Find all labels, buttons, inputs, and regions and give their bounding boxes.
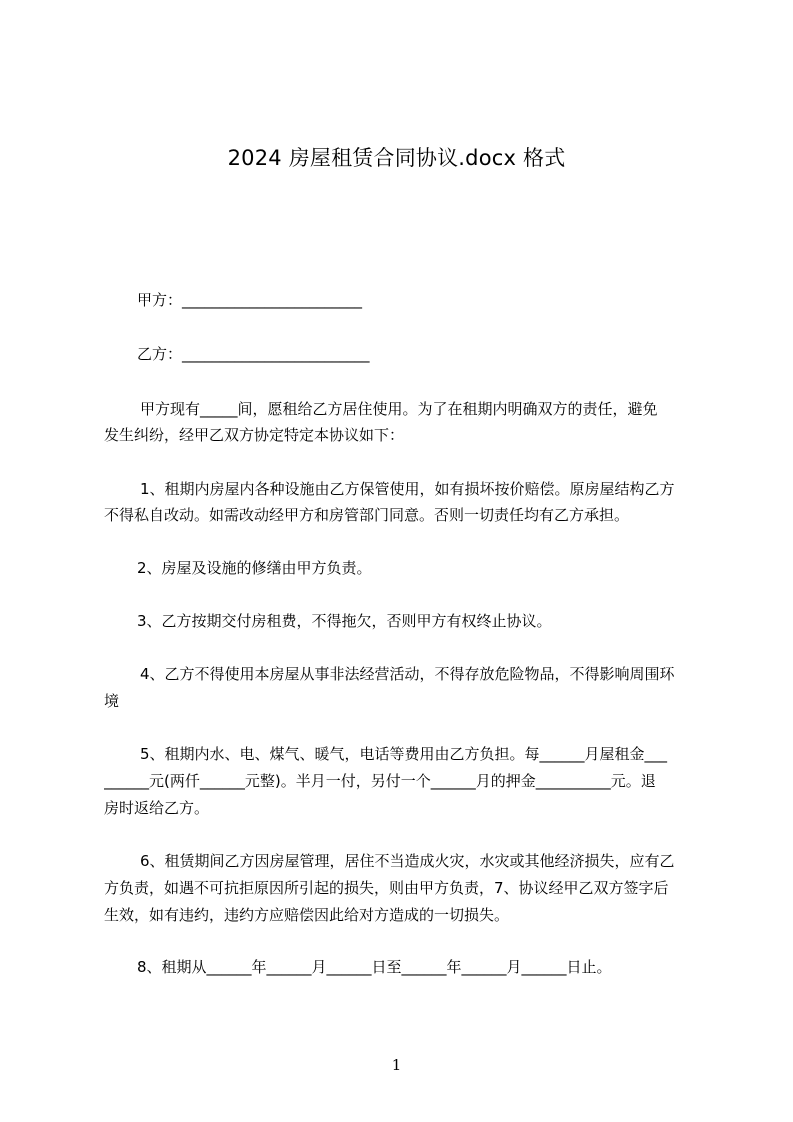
intro-paragraph-line-2: 发生纠纷，经甲乙双方协定特定本协议如下： bbox=[104, 426, 405, 444]
clause-5-line-2: ______元(两仟______元整)。半月一付，另付一个______月的押金__________元。退 bbox=[104, 772, 656, 790]
clause-4-line-1: 4、乙方不得使用本房屋从事非法经营活动，不得存放危险物品，不得影响周围环 bbox=[140, 665, 675, 683]
clause-3-line-1: 3、乙方按期交付房租费，不得拖欠，否则甲方有权终止协议。 bbox=[137, 612, 552, 630]
clause-5-line-3: 房时返给乙方。 bbox=[104, 799, 210, 817]
clause-6-line-1: 6、租赁期间乙方因房屋管理，居住不当造成火灾，水灾或其他经济损失，应有乙 bbox=[140, 852, 675, 870]
intro-paragraph-line-1: 甲方现有_____间，愿租给乙方居住使用。为了在租期内明确双方的责任，避免 bbox=[140, 400, 658, 418]
clause-8-line-1: 8、租期从______年______月______日至______年______月______日止。 bbox=[137, 958, 612, 976]
clause-4-line-2: 境 bbox=[104, 692, 120, 710]
clause-6-line-3: 生效，如有违约，违约方应赔偿因此给对方造成的一切损失。 bbox=[104, 906, 510, 924]
clause-6-line-2: 方负责，如遇不可抗拒原因所引起的损失，则由甲方负责，7、协议经甲乙双方签字后 bbox=[104, 879, 669, 897]
clause-5-line-1: 5、租期内水、电、煤气、暖气，电话等费用由乙方负担。每______月屋租金___ bbox=[140, 745, 668, 763]
clause-1-line-1: 1、租期内房屋内各种设施由乙方保管使用，如有损坏按价赔偿。原房屋结构乙方 bbox=[140, 480, 675, 498]
clause-1-line-2: 不得私自改动。如需改动经甲方和房管部门同意。否则一切责任均有乙方承担。 bbox=[104, 506, 630, 524]
page-number: 1 bbox=[391, 1056, 402, 1074]
party-b-line: 乙方：_________________________ bbox=[137, 345, 370, 363]
document-title: 2024 房屋租赁合同协议.docx 格式 bbox=[227, 146, 566, 170]
party-a-line: 甲方：________________________ bbox=[137, 291, 363, 309]
clause-2-line-1: 2、房屋及设施的修缮由甲方负责。 bbox=[137, 559, 372, 577]
